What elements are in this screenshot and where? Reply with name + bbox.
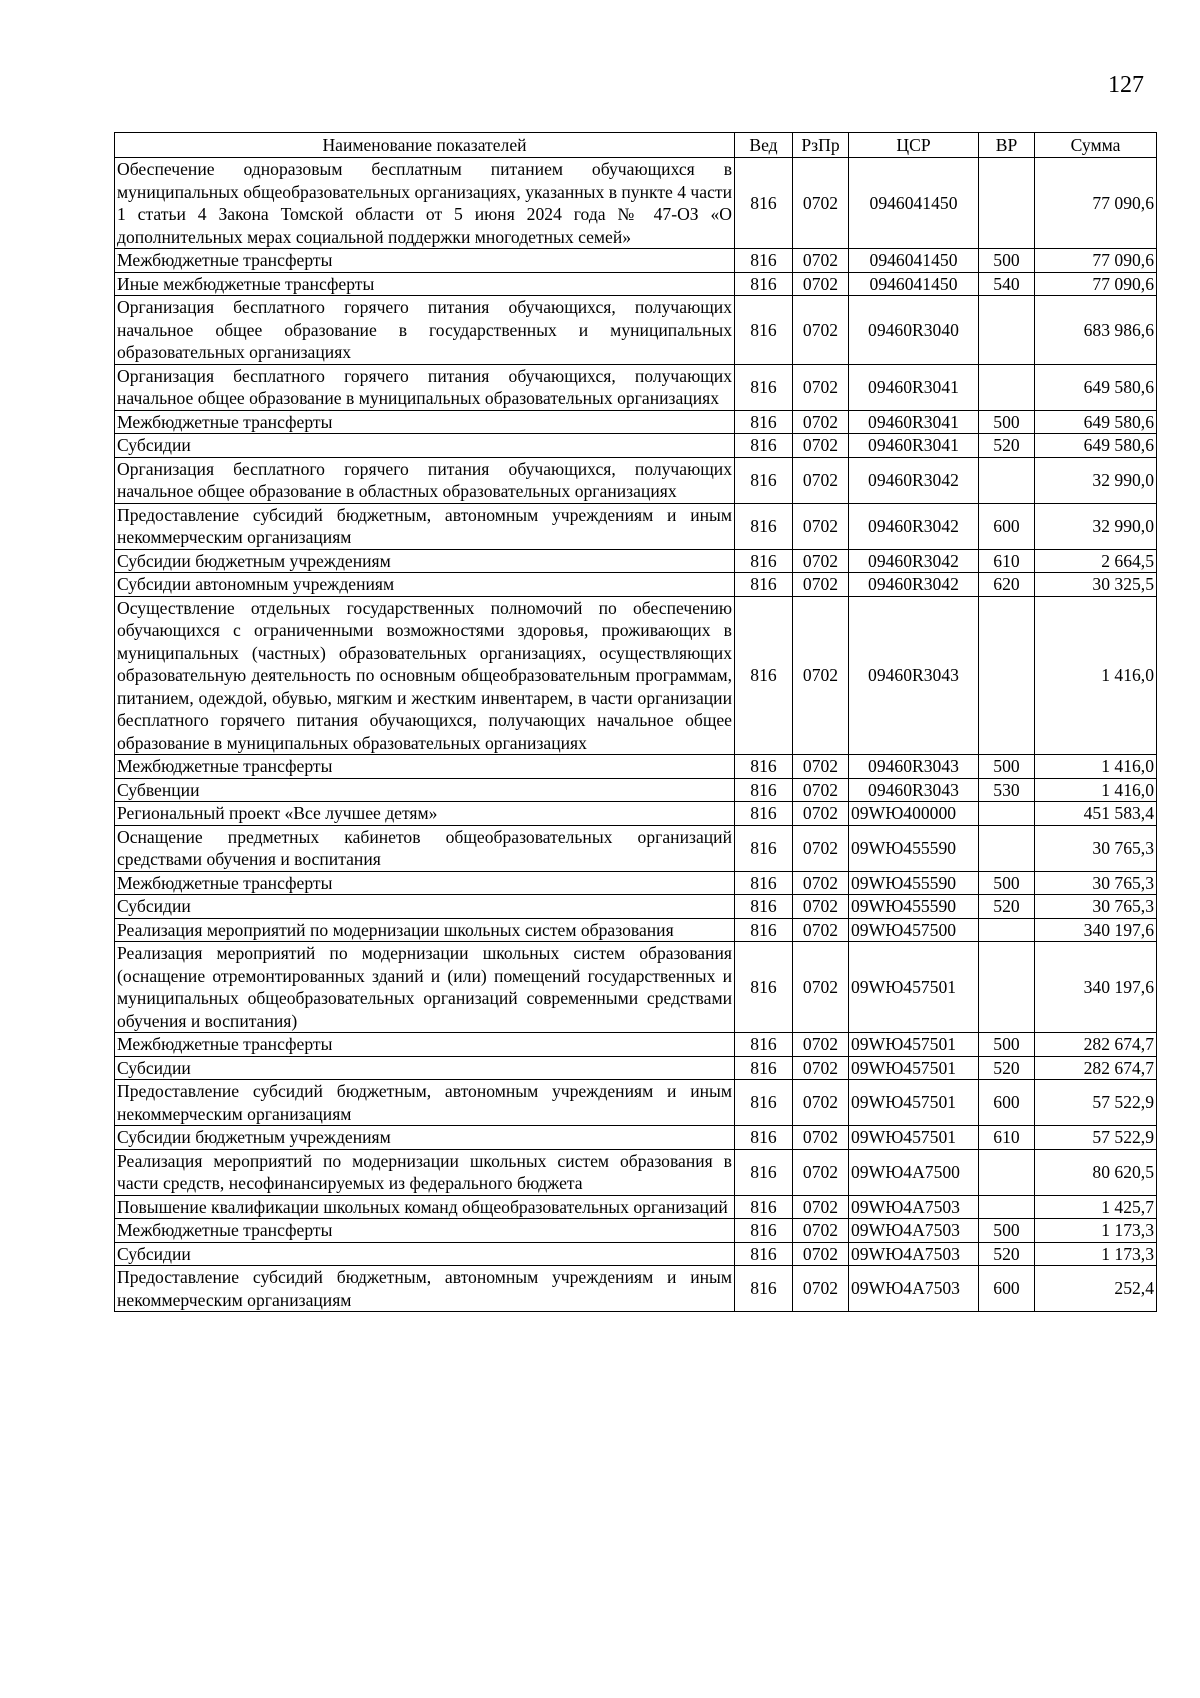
table-row <box>115 1126 1157 1150</box>
row-name: Реализация мероприятий по модернизации школьных систем образования в части средств, несофинансируемых из федерального бюджета <box>115 1149 735 1195</box>
row-name: Реализация мероприятий по модернизации школьных систем образования (оснащение отремонтированных зданий и (или) помещений государственных и муниципальных общеобразовательных организаций современными средствами обучения и воспитания) <box>115 942 735 1033</box>
row-csr: 09WЮ4А7503 <box>849 1266 979 1312</box>
row-sum: 80 620,5 <box>1035 1149 1157 1195</box>
row-rzpr: 0702 <box>793 457 849 503</box>
row-sum: 30 325,5 <box>1035 573 1157 597</box>
table-row <box>115 871 1157 895</box>
row-sum: 340 197,6 <box>1035 918 1157 942</box>
row-ved: 816 <box>735 249 793 273</box>
table-row <box>115 158 1157 249</box>
table-body <box>115 158 1157 1312</box>
row-ved: 816 <box>735 1056 793 1080</box>
row-name: Организация бесплатного горячего питания обучающихся, получающих начальное общее образование в государственных и муниципальных образовательных организациях <box>115 296 735 365</box>
row-name: Межбюджетные трансферты <box>115 755 735 779</box>
row-vr: 500 <box>979 410 1035 434</box>
row-name: Межбюджетные трансферты <box>115 1033 735 1057</box>
row-sum: 451 583,4 <box>1035 802 1157 826</box>
row-csr: 09460R3041 <box>849 434 979 458</box>
row-csr: 09WЮ457501 <box>849 1080 979 1126</box>
row-rzpr: 0702 <box>793 1033 849 1057</box>
row-sum: 649 580,6 <box>1035 364 1157 410</box>
row-name: Предоставление субсидий бюджетным, автономным учреждениям и иным некоммерческим организациям <box>115 1080 735 1126</box>
row-ved: 816 <box>735 802 793 826</box>
row-rzpr: 0702 <box>793 1266 849 1312</box>
row-rzpr: 0702 <box>793 596 849 755</box>
row-rzpr: 0702 <box>793 778 849 802</box>
row-csr: 09WЮ457501 <box>849 1056 979 1080</box>
row-vr: 530 <box>979 778 1035 802</box>
row-vr <box>979 364 1035 410</box>
table-row <box>115 1242 1157 1266</box>
row-name: Повышение квалификации школьных команд общеобразовательных организаций <box>115 1195 735 1219</box>
row-sum: 32 990,0 <box>1035 503 1157 549</box>
row-rzpr: 0702 <box>793 1242 849 1266</box>
row-ved: 816 <box>735 1266 793 1312</box>
row-vr <box>979 918 1035 942</box>
row-rzpr: 0702 <box>793 296 849 365</box>
row-sum: 282 674,7 <box>1035 1033 1157 1057</box>
row-sum: 1 416,0 <box>1035 596 1157 755</box>
row-rzpr: 0702 <box>793 158 849 249</box>
row-name: Субсидии <box>115 1056 735 1080</box>
row-csr: 09WЮ4А7503 <box>849 1242 979 1266</box>
row-name: Субвенции <box>115 778 735 802</box>
page-number: 127 <box>1108 72 1144 98</box>
row-sum: 683 986,6 <box>1035 296 1157 365</box>
row-csr: 09WЮ4А7503 <box>849 1219 979 1243</box>
row-sum: 1 416,0 <box>1035 778 1157 802</box>
row-csr: 09WЮ400000 <box>849 802 979 826</box>
row-ved: 816 <box>735 272 793 296</box>
table-row <box>115 272 1157 296</box>
row-vr: 520 <box>979 1242 1035 1266</box>
row-sum: 252,4 <box>1035 1266 1157 1312</box>
row-vr <box>979 457 1035 503</box>
row-name: Субсидии бюджетным учреждениям <box>115 1126 735 1150</box>
row-name: Субсидии бюджетным учреждениям <box>115 549 735 573</box>
table-row <box>115 596 1157 755</box>
row-vr <box>979 596 1035 755</box>
row-name: Региональный проект «Все лучшее детям» <box>115 802 735 826</box>
table-row <box>115 1080 1157 1126</box>
table-row <box>115 410 1157 434</box>
row-name: Межбюджетные трансферты <box>115 1219 735 1243</box>
row-sum: 649 580,6 <box>1035 410 1157 434</box>
row-ved: 816 <box>735 871 793 895</box>
row-csr: 09460R3042 <box>849 503 979 549</box>
row-ved: 816 <box>735 895 793 919</box>
row-name: Обеспечение одноразовым бесплатным питанием обучающихся в муниципальных общеобразовательных организациях, указанных в пункте 4 части 1 статьи 4 Закона Томской области от 5 июня 2024 года № 47-ОЗ «О дополнительных мерах социальной поддержки многодетных семей» <box>115 158 735 249</box>
row-csr: 09460R3041 <box>849 410 979 434</box>
header-rzpr: РзПр <box>793 133 849 158</box>
row-ved: 816 <box>735 1149 793 1195</box>
row-ved: 816 <box>735 1033 793 1057</box>
header-name: Наименование показателей <box>115 133 735 158</box>
row-name: Осуществление отдельных государственных полномочий по обеспечению обучающихся с ограниченными возможностями здоровья, проживающих в муниципальных (частных) образовательных организациях, осуществляющих образовательную деятельность по основным общеобразовательным программам, питанием, одеждой, обувью, мягким и жестким инвентарем, в части организации бесплатного горячего питания обучающихся, получающих начальное общее образование в муниципальных образовательных организациях <box>115 596 735 755</box>
table-row <box>115 895 1157 919</box>
row-name: Предоставление субсидий бюджетным, автономным учреждениям и иным некоммерческим организациям <box>115 503 735 549</box>
row-csr: 09460R3042 <box>849 457 979 503</box>
row-vr: 600 <box>979 503 1035 549</box>
table-row <box>115 825 1157 871</box>
row-rzpr: 0702 <box>793 272 849 296</box>
header-csr: ЦСР <box>849 133 979 158</box>
row-sum: 30 765,3 <box>1035 895 1157 919</box>
row-rzpr: 0702 <box>793 895 849 919</box>
row-ved: 816 <box>735 364 793 410</box>
row-csr: 0946041450 <box>849 249 979 273</box>
row-ved: 816 <box>735 755 793 779</box>
row-rzpr: 0702 <box>793 434 849 458</box>
table-row <box>115 1149 1157 1195</box>
table-header <box>115 133 1157 158</box>
row-csr: 09WЮ455590 <box>849 895 979 919</box>
table-row <box>115 1195 1157 1219</box>
row-csr: 09WЮ455590 <box>849 871 979 895</box>
row-sum: 340 197,6 <box>1035 942 1157 1033</box>
row-rzpr: 0702 <box>793 825 849 871</box>
table-row <box>115 802 1157 826</box>
row-ved: 816 <box>735 778 793 802</box>
table-row <box>115 296 1157 365</box>
table-row <box>115 1266 1157 1312</box>
row-name: Межбюджетные трансферты <box>115 871 735 895</box>
row-name: Субсидии <box>115 1242 735 1266</box>
row-vr: 610 <box>979 1126 1035 1150</box>
table-row <box>115 364 1157 410</box>
row-rzpr: 0702 <box>793 1056 849 1080</box>
row-sum: 57 522,9 <box>1035 1126 1157 1150</box>
row-vr <box>979 942 1035 1033</box>
row-vr: 610 <box>979 549 1035 573</box>
row-ved: 816 <box>735 573 793 597</box>
row-sum: 77 090,6 <box>1035 158 1157 249</box>
row-name: Иные межбюджетные трансферты <box>115 272 735 296</box>
row-ved: 816 <box>735 434 793 458</box>
header-ved: Вед <box>735 133 793 158</box>
row-ved: 816 <box>735 1195 793 1219</box>
row-vr: 500 <box>979 1033 1035 1057</box>
row-sum: 77 090,6 <box>1035 272 1157 296</box>
row-csr: 09460R3043 <box>849 755 979 779</box>
row-sum: 282 674,7 <box>1035 1056 1157 1080</box>
row-name: Субсидии автономным учреждениям <box>115 573 735 597</box>
row-vr: 500 <box>979 755 1035 779</box>
row-ved: 816 <box>735 596 793 755</box>
row-csr: 09WЮ457501 <box>849 1033 979 1057</box>
row-vr: 500 <box>979 871 1035 895</box>
row-ved: 816 <box>735 296 793 365</box>
row-sum: 30 765,3 <box>1035 871 1157 895</box>
row-csr: 0946041450 <box>849 158 979 249</box>
row-sum: 32 990,0 <box>1035 457 1157 503</box>
row-vr: 540 <box>979 272 1035 296</box>
row-rzpr: 0702 <box>793 918 849 942</box>
row-rzpr: 0702 <box>793 1149 849 1195</box>
row-name: Реализация мероприятий по модернизации школьных систем образования <box>115 918 735 942</box>
table-row <box>115 918 1157 942</box>
row-sum: 77 090,6 <box>1035 249 1157 273</box>
row-ved: 816 <box>735 457 793 503</box>
row-csr: 09WЮ455590 <box>849 825 979 871</box>
row-rzpr: 0702 <box>793 364 849 410</box>
header-row <box>115 133 1157 158</box>
row-rzpr: 0702 <box>793 1080 849 1126</box>
row-sum: 1 173,3 <box>1035 1219 1157 1243</box>
table-row <box>115 457 1157 503</box>
row-vr: 500 <box>979 249 1035 273</box>
table-row <box>115 434 1157 458</box>
table-row <box>115 503 1157 549</box>
table-row <box>115 1033 1157 1057</box>
row-name: Субсидии <box>115 895 735 919</box>
row-sum: 1 173,3 <box>1035 1242 1157 1266</box>
row-rzpr: 0702 <box>793 573 849 597</box>
row-csr: 09460R3042 <box>849 573 979 597</box>
table-row <box>115 1219 1157 1243</box>
budget-table <box>114 132 1157 1312</box>
row-csr: 09460R3043 <box>849 596 979 755</box>
row-name: Предоставление субсидий бюджетным, автономным учреждениям и иным некоммерческим организациям <box>115 1266 735 1312</box>
row-rzpr: 0702 <box>793 1219 849 1243</box>
row-ved: 816 <box>735 918 793 942</box>
row-csr: 09460R3040 <box>849 296 979 365</box>
row-ved: 816 <box>735 1242 793 1266</box>
row-vr: 520 <box>979 895 1035 919</box>
row-name: Субсидии <box>115 434 735 458</box>
row-csr: 09WЮ4А7500 <box>849 1149 979 1195</box>
row-vr <box>979 1195 1035 1219</box>
row-sum: 649 580,6 <box>1035 434 1157 458</box>
row-csr: 09WЮ457500 <box>849 918 979 942</box>
row-name: Межбюджетные трансферты <box>115 410 735 434</box>
row-ved: 816 <box>735 410 793 434</box>
row-name: Межбюджетные трансферты <box>115 249 735 273</box>
row-sum: 2 664,5 <box>1035 549 1157 573</box>
row-csr: 0946041450 <box>849 272 979 296</box>
row-sum: 1 416,0 <box>1035 755 1157 779</box>
row-rzpr: 0702 <box>793 871 849 895</box>
row-ved: 816 <box>735 1219 793 1243</box>
table-row <box>115 249 1157 273</box>
row-sum: 30 765,3 <box>1035 825 1157 871</box>
row-vr: 600 <box>979 1266 1035 1312</box>
row-ved: 816 <box>735 942 793 1033</box>
table-row <box>115 778 1157 802</box>
table-row <box>115 573 1157 597</box>
table-row <box>115 1056 1157 1080</box>
row-vr: 600 <box>979 1080 1035 1126</box>
row-ved: 816 <box>735 503 793 549</box>
row-rzpr: 0702 <box>793 755 849 779</box>
row-ved: 816 <box>735 825 793 871</box>
row-rzpr: 0702 <box>793 503 849 549</box>
row-rzpr: 0702 <box>793 549 849 573</box>
header-vr: ВР <box>979 133 1035 158</box>
row-ved: 816 <box>735 549 793 573</box>
row-vr: 520 <box>979 434 1035 458</box>
row-vr: 500 <box>979 1219 1035 1243</box>
row-rzpr: 0702 <box>793 249 849 273</box>
table-row <box>115 549 1157 573</box>
row-rzpr: 0702 <box>793 802 849 826</box>
row-csr: 09460R3041 <box>849 364 979 410</box>
row-sum: 57 522,9 <box>1035 1080 1157 1126</box>
row-vr <box>979 296 1035 365</box>
row-ved: 816 <box>735 158 793 249</box>
header-sum: Сумма <box>1035 133 1157 158</box>
row-vr <box>979 1149 1035 1195</box>
row-rzpr: 0702 <box>793 1126 849 1150</box>
row-vr <box>979 802 1035 826</box>
table-row <box>115 755 1157 779</box>
row-vr: 520 <box>979 1056 1035 1080</box>
row-vr: 620 <box>979 573 1035 597</box>
row-csr: 09460R3043 <box>849 778 979 802</box>
row-name: Оснащение предметных кабинетов общеобразовательных организаций средствами обучения и воспитания <box>115 825 735 871</box>
row-vr <box>979 158 1035 249</box>
row-rzpr: 0702 <box>793 410 849 434</box>
row-sum: 1 425,7 <box>1035 1195 1157 1219</box>
row-csr: 09460R3042 <box>849 549 979 573</box>
row-vr <box>979 825 1035 871</box>
row-csr: 09WЮ4А7503 <box>849 1195 979 1219</box>
row-ved: 816 <box>735 1126 793 1150</box>
row-csr: 09WЮ457501 <box>849 1126 979 1150</box>
table-row <box>115 942 1157 1033</box>
row-rzpr: 0702 <box>793 942 849 1033</box>
row-csr: 09WЮ457501 <box>849 942 979 1033</box>
row-name: Организация бесплатного горячего питания обучающихся, получающих начальное общее образование в областных образовательных организациях <box>115 457 735 503</box>
row-name: Организация бесплатного горячего питания обучающихся, получающих начальное общее образование в муниципальных образовательных организациях <box>115 364 735 410</box>
row-rzpr: 0702 <box>793 1195 849 1219</box>
row-ved: 816 <box>735 1080 793 1126</box>
